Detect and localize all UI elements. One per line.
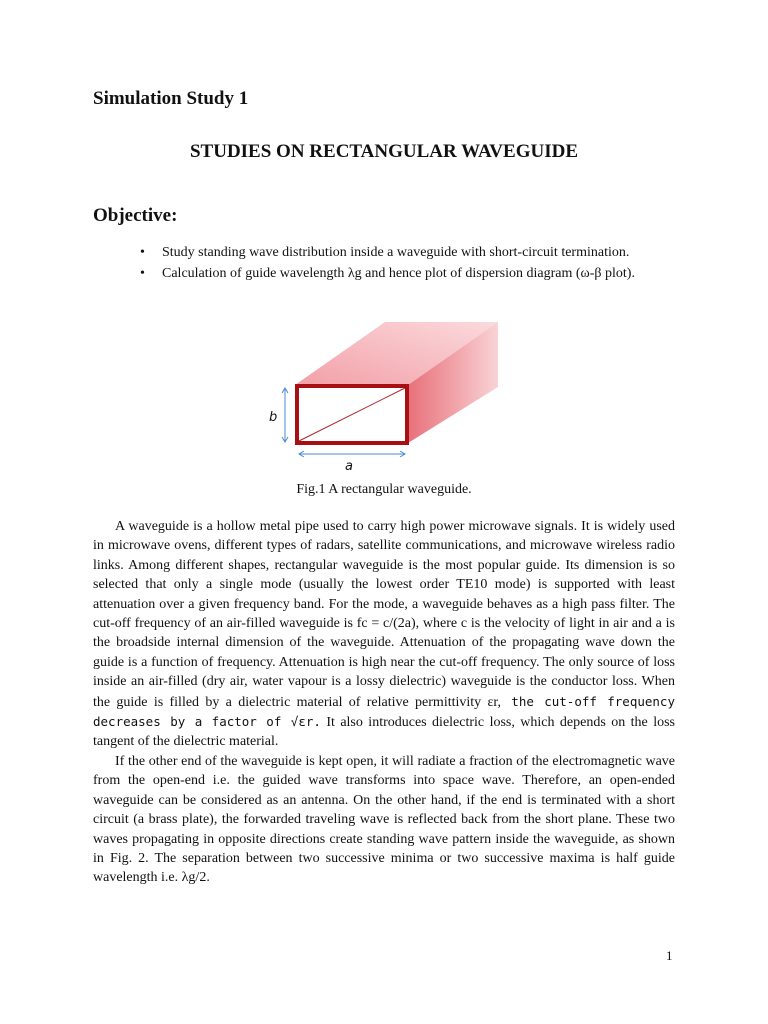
objective-item-text: Calculation of guide wavelength λg and hence plot of dispersion diagram (ω-β plot). xyxy=(162,266,635,281)
objective-item xyxy=(140,242,635,263)
paragraph-text: A waveguide is a hollow metal pipe used to carry high power microwave signals. It is widely used in microwave ovens, different types of radars, satellite communications, and microwave wireless radio links. Among different shapes, rectangular waveguide is the most popular guide. Its dimension is so selected that only a single mode (usually the lowest order TE10 mode) is supported with least attenuation over a given frequency band. For the mode, a waveguide behaves as a high pass filter. The cut-off frequency of an air-filled waveguide is fc = c/(2a), where c is the velocity of light in air and a is the broadside internal dimension of the waveguide. Attenuation of the propagating wave down the guide is a function of frequency. Attenuation is high near the cut-off frequency. The only source of loss inside an air-filled (dry air, water vapour is a lossy dielectric) waveguide is the conductor loss. When the guide is filled by a dielectric material of relative permittivity εr, xyxy=(93,519,675,710)
objective-item xyxy=(140,263,635,284)
study-title: Simulation Study 1 xyxy=(93,88,249,109)
objective-list xyxy=(140,242,635,284)
paragraph-text-mono: the cut-off frequency decreases by a factor of √εr. xyxy=(93,693,675,730)
paragraph: If the other end of the waveguide is kept open, it will radiate a fraction of the electromagnetic wave from the open-end i.e. the guided wave transforms into space wave. Therefore, an open-ended waveguide can be considered as an antenna. On the other hand, if the end is terminated with a short circuit (a brass plate), the forwarded traveling wave is reflected back from the short plane. These two waves propagating in opposite directions create standing wave pattern inside the waveguide, as shown in Fig. 2. The separation between two successive minima or two successive maxima is half guide wavelength i.e. λg/2. xyxy=(93,753,675,886)
dimension-b-label: b xyxy=(269,410,278,425)
bullet-icon: • xyxy=(140,266,145,281)
figure-caption: Fig.1 A rectangular waveguide. xyxy=(296,482,472,497)
paragraph xyxy=(93,517,675,752)
main-title: STUDIES ON RECTANGULAR WAVEGUIDE xyxy=(189,141,578,162)
dimension-a-label: a xyxy=(345,459,353,474)
page-number: 1 xyxy=(666,948,673,963)
objective-heading: Objective: xyxy=(93,205,178,226)
paragraph-text-end: It also introduces dielectric loss, which depends on the loss tangent of the dielectric material. xyxy=(93,715,675,750)
objective-item-text: Study standing wave distribution inside a waveguide with short-circuit termination. xyxy=(162,245,630,260)
waveguide-figure xyxy=(255,315,515,475)
body-text xyxy=(93,517,675,888)
bullet-icon: • xyxy=(140,245,145,260)
